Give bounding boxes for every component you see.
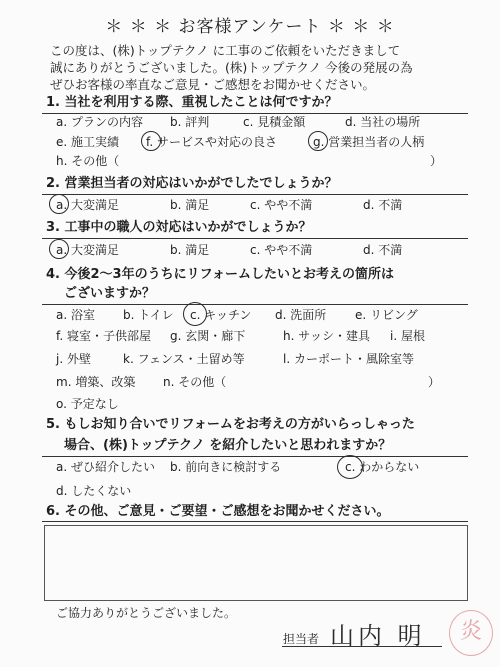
staff-name-handwritten: 山内 明 bbox=[330, 622, 426, 650]
q3-option-a[interactable]: a. 大変満足 bbox=[56, 243, 119, 257]
q5-option-d[interactable]: d. したくない bbox=[56, 484, 132, 498]
q4-option-m[interactable]: m. 増築、改築 bbox=[56, 375, 136, 389]
question-2-rule bbox=[42, 194, 468, 195]
q4-option-k[interactable]: k. フェンス・土留め等 bbox=[123, 352, 245, 366]
q4-option-a[interactable]: a. 浴室 bbox=[56, 308, 95, 322]
q4-option-e[interactable]: e. リビング bbox=[355, 308, 418, 322]
q2-option-d[interactable]: d. 不満 bbox=[363, 198, 403, 212]
q2-option-a[interactable]: a. 大変満足 bbox=[56, 198, 119, 212]
q3-option-d[interactable]: d. 不満 bbox=[363, 243, 403, 257]
question-3-rule bbox=[42, 238, 468, 239]
q1-option-h[interactable]: h. その他（ bbox=[56, 154, 120, 168]
question-4-rule bbox=[42, 304, 468, 305]
comment-box[interactable] bbox=[44, 525, 468, 601]
question-5-title-line-2: 場合、(株)トップテクノ を紹介したいと思われますか？ bbox=[64, 438, 392, 453]
q4-option-l[interactable]: l. カーポート・風除室等 bbox=[283, 352, 414, 366]
q2-option-b[interactable]: b. 満足 bbox=[170, 198, 210, 212]
question-3-title: 3. 工事中の職人の対応はいかがでしょうか？ bbox=[46, 220, 312, 235]
q4-option-c[interactable]: c. キッチン bbox=[190, 308, 252, 322]
q4-option-h[interactable]: h. サッシ・建具 bbox=[283, 329, 370, 343]
q1-option-f[interactable]: f. サービスや対応の良さ bbox=[146, 135, 277, 149]
question-4-title-line-1: 4. 今後2～3年のうちにリフォームしたいとお考えの箇所は bbox=[46, 267, 394, 282]
question-5-title-line-1: 5. もしお知り合いでリフォームをお考えの方がいらっしゃった bbox=[46, 417, 415, 432]
q4-option-i[interactable]: i. 屋根 bbox=[390, 329, 425, 343]
q1-option-a[interactable]: a. プランの内容 bbox=[56, 115, 143, 129]
q1-other-close-paren: ） bbox=[430, 154, 443, 168]
intro-text bbox=[50, 42, 470, 93]
q1-option-e[interactable]: e. 施工実績 bbox=[56, 135, 120, 149]
question-6-title: 6. その他、ご意見・ご要望・ご感想をお聞かせください。 bbox=[46, 504, 390, 519]
intro-line-3: ぜひお客様の率直なご意見・ご感想をお聞かせください。 bbox=[50, 77, 376, 92]
thanks-message: ご協力ありがとうございました。 bbox=[56, 606, 237, 620]
q4-option-o[interactable]: o. 予定なし bbox=[56, 397, 119, 411]
intro-line-2: 誠にありがとうございました。(株)トップテクノ 今後の発展の為 bbox=[50, 60, 413, 75]
q4-option-d[interactable]: d. 洗面所 bbox=[275, 308, 327, 322]
q4-option-f[interactable]: f. 寝室・子供部屋 bbox=[56, 329, 151, 343]
q1-option-c[interactable]: c. 見積金額 bbox=[243, 115, 306, 129]
q3-option-c[interactable]: c. やや不満 bbox=[250, 243, 313, 257]
q5-option-a[interactable]: a. ぜひ紹介したい bbox=[56, 460, 155, 474]
q3-option-b[interactable]: b. 満足 bbox=[170, 243, 210, 257]
q1-option-d[interactable]: d. 当社の場所 bbox=[345, 115, 421, 129]
question-6-rule bbox=[42, 521, 468, 522]
staff-seal-stamp: 炎 bbox=[449, 610, 493, 656]
question-5-rule bbox=[42, 456, 468, 457]
staff-label: 担当者 bbox=[283, 632, 320, 646]
question-1-title: 1. 当社を利用する際、重視したことは何ですか？ bbox=[46, 95, 338, 110]
q4-option-b[interactable]: b. トイレ bbox=[123, 308, 174, 322]
q5-option-c[interactable]: c. わからない bbox=[345, 460, 420, 474]
q4-option-g[interactable]: g. 玄関・廊下 bbox=[170, 329, 246, 343]
q5-option-b[interactable]: b. 前向きに検討する bbox=[170, 460, 282, 474]
q4-option-j[interactable]: j. 外壁 bbox=[56, 352, 91, 366]
q4-option-n[interactable]: n. その他（ bbox=[163, 375, 227, 389]
q1-option-g[interactable]: g. 営業担当者の人柄 bbox=[313, 135, 425, 149]
q1-option-b[interactable]: b. 評判 bbox=[170, 115, 210, 129]
q2-option-c[interactable]: c. やや不満 bbox=[250, 198, 313, 212]
question-2-title: 2. 営業担当者の対応はいかがでしたでしょうか？ bbox=[46, 176, 338, 191]
question-4-title-line-2: ございますか？ bbox=[64, 286, 156, 301]
intro-line-1: この度は、(株)トップテクノ に工事のご依頼をいただきまして bbox=[50, 43, 401, 58]
staff-signature-line bbox=[282, 646, 442, 647]
survey-title: ＊ ＊ ＊ お客様アンケート ＊ ＊ ＊ bbox=[105, 17, 395, 37]
q4-other-close-paren: ） bbox=[428, 375, 441, 389]
